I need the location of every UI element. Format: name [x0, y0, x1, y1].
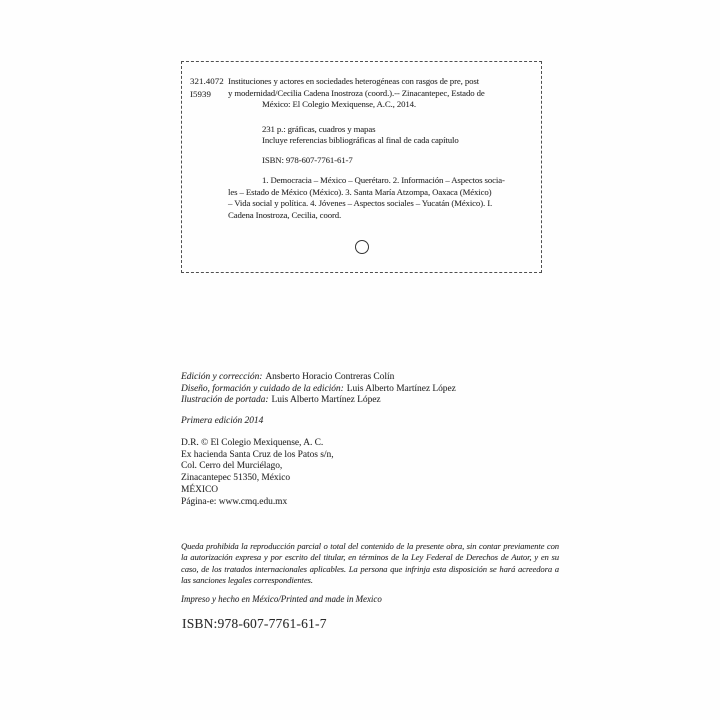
ornament-circle	[355, 240, 369, 254]
publisher-copyright-line: D.R. © El Colegio Mexiquense, A. C.	[181, 438, 324, 448]
catalog-physical-line: 231 p.: gráficas, cuadros y mapas	[262, 123, 376, 134]
credit-line	[181, 395, 456, 407]
catalog-subject-line: les – Estado de México (México). 3. Santa María Atzompa, Oaxaca (México)	[228, 186, 492, 197]
spacer	[228, 111, 538, 124]
catalog-subject-line: 1. Democracia – México – Querétaro. 2. Información – Aspectos socia-	[262, 175, 505, 185]
publisher-address-block	[181, 438, 334, 508]
spacer	[228, 166, 538, 175]
spacer	[228, 147, 538, 155]
cataloging-in-publication-box	[181, 61, 542, 273]
catalog-physical-line: Incluye referencias bibliográficas al final de cada capítulo	[262, 135, 459, 145]
catalog-isbn-line: ISBN: 978-607-7761-61-7	[262, 154, 353, 165]
call-number	[190, 75, 224, 100]
credit-person-name: Luis Alberto Martínez López	[271, 395, 381, 406]
credit-line	[181, 384, 456, 396]
edition-line: Primera edición 2014	[181, 416, 264, 426]
copyright-legal-notice: Queda prohibida la reproducción parcial o total del contenido de la presente obra, sin contar previamente con la autorización expresa y por escrito del titular, en términos de la Ley Federal de Derechos de Autor, y en su caso, de los tratados internacionales aplicables. La persona que infrinja esta disposición se hará acreedora a las sanciones legales correspondientes.	[181, 541, 559, 585]
catalog-entry	[228, 76, 538, 221]
publisher-website-line: Página-e: www.cmq.edu.mx	[181, 496, 288, 507]
publisher-country-line: MÉXICO	[181, 484, 218, 495]
classification-number: 321.4072	[190, 76, 224, 86]
credit-person-name: Luis Alberto Martínez López	[346, 383, 456, 394]
catalog-subject-line: – Vida social y política. 4. Jóvenes – Aspectos sociales – Yucatán (México). I.	[228, 198, 493, 208]
credit-role-label: Edición y corrección:	[181, 372, 263, 382]
catalog-title-line: Instituciones y actores en sociedades heterogéneas con rasgos de pre, post	[228, 76, 479, 86]
credits-block	[181, 372, 456, 407]
credit-line	[181, 372, 456, 384]
credit-person-name: Ansberto Horacio Contreras Colín	[265, 372, 395, 382]
catalog-subject-line: Cadena Inostroza, Cecilia, coord.	[228, 209, 342, 220]
publisher-address-line: Col. Cerro del Murciélago,	[181, 461, 283, 472]
publisher-address-line: Ex hacienda Santa Cruz de los Patos s/n,	[181, 449, 334, 460]
printed-in-mexico-line: Impreso y hecho en México/Printed and made in Mexico	[181, 594, 382, 604]
cutter-number: I5939	[190, 88, 212, 99]
credit-role-label: Ilustración de portada:	[181, 395, 269, 406]
catalog-title-line: México: El Colegio Mexiquense, A.C., 2014.	[262, 99, 416, 109]
isbn-footer: ISBN:978-607-7761-61-7	[182, 616, 327, 631]
credit-role-label: Diseño, formación y cuidado de la edición:	[181, 383, 344, 394]
catalog-title-line: y modernidad/Cecilia Cadena Inostroza (coord.).-- Zinacantepec, Estado de	[228, 87, 485, 98]
publisher-address-line: Zinacantepec 51350, México	[181, 473, 291, 484]
